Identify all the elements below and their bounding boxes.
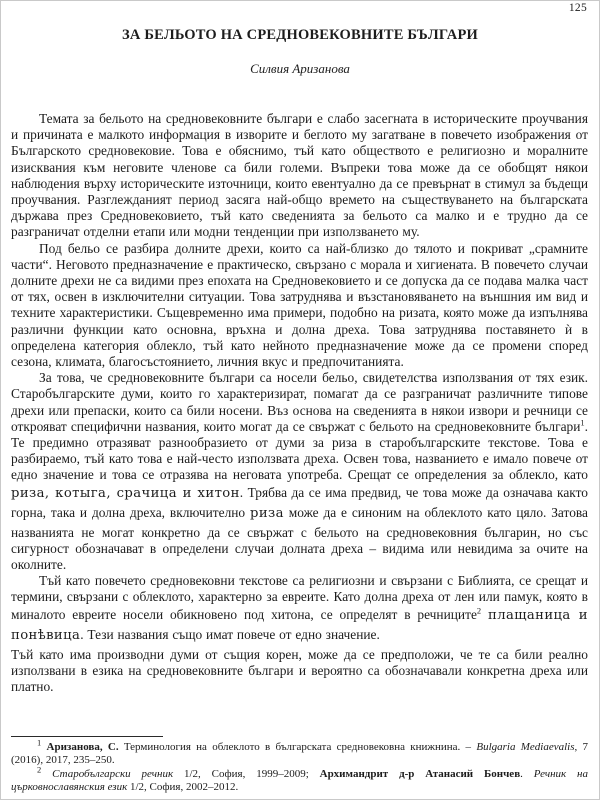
footnote-marker: 1 (37, 737, 42, 748)
text-segment (41, 768, 52, 780)
footnotes-section (11, 736, 588, 794)
text-segment: . Трябва да се има предвид, че това може да означава както горна, така и долна дреха, включително (11, 484, 588, 521)
text-segment: Терминология на облеклото в българската средновековна книжнина. – (118, 741, 477, 754)
footnote (11, 737, 589, 767)
text-segment: За това, че средновековните българи са носели бельо, свидетелства използвания от тях език. Старобългарските думи, които го характеризират, помагат да се разграничат различните типове дрехи или препаски, които са били носени. Въз основа на сведенията в някои извори и речници се открояват специфични названия, които могат да се свържат с бельото на средновековните българи (11, 370, 588, 434)
footnote-separator (11, 736, 163, 737)
paragraph (11, 370, 588, 573)
page-number: 125 (568, 2, 587, 14)
footnote-marker: 2 (37, 763, 42, 774)
text-segment: може да е синоним на облеклото като цяло. Затова названията не могат конкретно да се свържат с бельото на средновековния българин, но със сигурност обозначават в определени случаи долната дреха – видима или невидима за очите на околните. (11, 505, 588, 573)
footnote-marker: 1 (580, 417, 585, 428)
paragraph (11, 647, 588, 696)
old-bulgarian-term: риза (249, 506, 284, 522)
text-segment (481, 607, 488, 622)
footnote (11, 763, 589, 794)
text-segment: Тъй като повечето средновековни текстове са религиозни и свързани с Библията, се срещат и термини, свързани с облеклото, характерно за евреите. Като долна дреха от лен или памук, която в миналото евреите носели обикновено под хитона, се определят в речниците (11, 573, 588, 622)
old-bulgarian-term: риза, котыга, срачица и хитон (11, 485, 240, 501)
paragraph (11, 241, 588, 371)
article-title: ЗА БЕЛЬОТО НА СРЕДНОВЕКОВНИТЕ БЪЛГАРИ (122, 27, 478, 43)
text-segment: . Тези названия също имат повече от едно значение. (80, 627, 380, 643)
footnote-marker: 2 (476, 605, 482, 616)
text-segment: Аризанова, С. (46, 741, 119, 754)
text-segment: Старобългарски речник (52, 767, 174, 780)
text-segment: 1/2, София, 2002–2012. (127, 780, 239, 793)
text-segment: Под бельо се разбира долните дрехи, които са най-близко до тялото и покриват „срамните части“. Неговото предназначение е практическо, свързано с морала и хигиената. В повечето случаи долните дрехи не са видими през епохата на Средновековието и се допуска да се подава малка част от тях, освен в изключителни ситуации. Това затруднява и възстановяването на външния им вид и техните характеристики. Същевременно има примери, подобно на ризата, която може да изпълнява различни функции като основна, връхна и долна дреха. Това затруднява поставянето ѝ в определена категория облекло, тъй като нейното предназначение може да се промени според сезона, климата, благосъстоянието, личния вкус и предпочитанията. (11, 240, 588, 370)
body-text (11, 111, 588, 695)
paragraph (11, 111, 588, 241)
text-segment: . Те предимно отразяват разнообразието от думи за риза в старобългарските текстове. Това е разбираемо, тъй като това е най-често използвата дреха. Освен това, названието е имало повече от едно значение и това се отразява на неговата употреба. Срещат се определения за облекло, като (11, 418, 588, 483)
text-segment: 1/2, София, 1999–2009; (173, 767, 320, 780)
text-segment: Темата за бельото на средновековните българи е слабо засегната в историческите проучвания и причината е малкото информация в изворите и беглото му загатване в повечето изображения от Българското средновековие. Това е обяснимо, тъй като обществото е религиозно и моралните изисквания към неговите членове са били големи. Въпреки това може да се обобщят някои наблюдения върху историческите източници, които евентуално да се превърнат в стимул за бъдещи проучвания. Разглежданият период засяга най-общо времето на съществуването на българската държава през Средновековието, тъй като сведенията за бельото са малко и е трудно да се разграничат отделни етапи или модни тенденции при използването му. (11, 111, 588, 240)
text-segment: Речник на църковнославянския език (11, 767, 589, 793)
text-segment: . (520, 767, 534, 780)
text-segment: Тъй като има производни думи от същия корен, може да се предположи, че те са били реално използвани в езика на средновековните българи и вероятно са обозначавали конкретна дреха или платно. (11, 646, 588, 695)
text-segment: , 7 (2016), 2017, 235–250. (11, 741, 589, 767)
article-author: Силвия Аризанова (250, 61, 350, 76)
footnote-list (11, 737, 589, 794)
text-segment: Архимандрит д-р Атанасий Бончев (319, 767, 521, 780)
text-segment: Bulgaria Mediaevalis (476, 741, 575, 754)
old-bulgarian-term: плащаница и понѣвица (11, 607, 588, 644)
paragraph (11, 573, 588, 646)
